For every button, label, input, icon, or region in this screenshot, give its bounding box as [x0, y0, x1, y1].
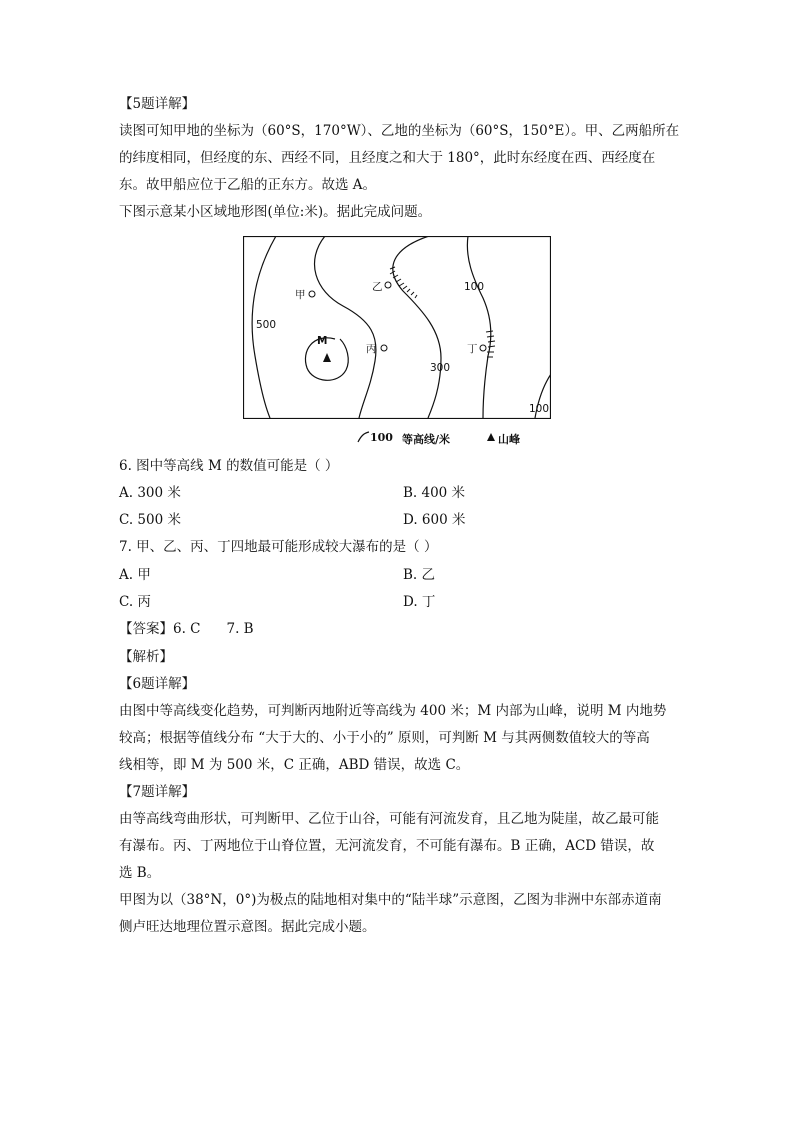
- q7-explain-line-1: 由等高线弯曲形状，可判断甲、乙位于山谷，可能有河流发育，且乙地为陡崖，故乙最可能: [119, 811, 659, 827]
- label-contour-100-top: 100: [464, 281, 485, 293]
- q6-option-a: A. 300 米: [119, 485, 181, 501]
- next-intro-line-1: 甲图为以（38°N，0°)为极点的陆地相对集中的“陆半球”示意图，乙图为非洲中东部赤道南: [119, 892, 662, 908]
- topographic-map: [243, 236, 551, 419]
- answer-7: 7. B: [226, 621, 254, 637]
- legend-contour-text: 等高线/米: [402, 433, 451, 446]
- bing-marker: [381, 345, 387, 351]
- label-bing: 丙: [366, 343, 377, 355]
- label-contour-300: 300: [430, 362, 451, 374]
- q5-explain-line-2: 的纬度相同，但经度的东、西经不同，且经度之和大于 180°，此时东经度在西、西经度在: [119, 150, 656, 166]
- label-jia: 甲: [295, 289, 306, 301]
- label-contour-100-bottom: 100: [529, 403, 550, 415]
- legend-contour-value: 100: [370, 431, 393, 444]
- q7-explain-line-3: 选 B。: [119, 865, 161, 881]
- q6-explain-line-1: 由图中等高线变化趋势，可判断丙地附近等高线为 400 米；M 内部为山峰，说明 M 内地势: [119, 703, 667, 719]
- next-intro-line-2: 侧卢旺达地理位置示意图。据此完成小题。: [119, 919, 376, 935]
- q7-option-a: A. 甲: [119, 567, 151, 583]
- answer-line: [119, 620, 254, 638]
- q7-option-b: B. 乙: [403, 567, 436, 583]
- legend-peak-text: 山峰: [498, 433, 520, 446]
- answer-label: 【答案】: [119, 621, 173, 637]
- q6-option-b: B. 400 米: [403, 485, 466, 501]
- q5-explain-line-1: 读图可知甲地的坐标为（60°S，170°W）、乙地的坐标为（60°S，150°E）。甲、乙两船所在: [119, 123, 680, 139]
- label-m: M: [317, 335, 328, 347]
- q5-heading: 【5题详解】: [119, 96, 196, 112]
- answer-6: 6. C: [173, 621, 201, 637]
- yi-marker: [385, 282, 391, 288]
- label-yi: 乙: [372, 281, 383, 293]
- label-ding: 丁: [467, 343, 478, 355]
- ding-marker: [480, 345, 486, 351]
- contour-legend-icon: [356, 430, 370, 444]
- q6-option-d: D. 600 米: [403, 512, 466, 528]
- q7-explain-line-2: 有瀑布。丙、丁两地位于山脊位置，无河流发育，不可能有瀑布。B 正确，ACD 错误，故: [119, 838, 655, 854]
- q6-stem: 6. 图中等高线 M 的数值可能是（ ）: [119, 458, 339, 474]
- q6-heading: 【6题详解】: [119, 676, 196, 692]
- map-frame: [244, 237, 551, 419]
- analysis-heading: 【解析】: [119, 649, 173, 665]
- q7-option-d: D. 丁: [403, 594, 436, 610]
- intro-text: 下图示意某小区域地形图(单位:米)。据此完成问题。: [119, 204, 432, 220]
- q6-option-c: C. 500 米: [119, 512, 181, 528]
- map-legend: [356, 428, 546, 448]
- q6-explain-line-3: 线相等，即 M 为 500 米，C 正确，ABD 错误，故选 C。: [119, 757, 470, 773]
- q6-explain-line-2: 较高；根据等值线分布 “大于大的、小于小的” 原则，可判断 M 与其两侧数值较大的等高: [119, 730, 650, 746]
- label-contour-500: 500: [256, 319, 277, 331]
- q7-option-c: C. 丙: [119, 594, 151, 610]
- q5-explain-line-3: 东。故甲船应位于乙船的正东方。故选 A。: [119, 177, 377, 193]
- q7-stem: 7. 甲、乙、丙、丁四地最可能形成较大瀑布的是（ ）: [119, 539, 438, 555]
- q7-heading: 【7题详解】: [119, 784, 196, 800]
- jia-marker: [309, 291, 315, 297]
- peak-legend-icon: [486, 432, 496, 442]
